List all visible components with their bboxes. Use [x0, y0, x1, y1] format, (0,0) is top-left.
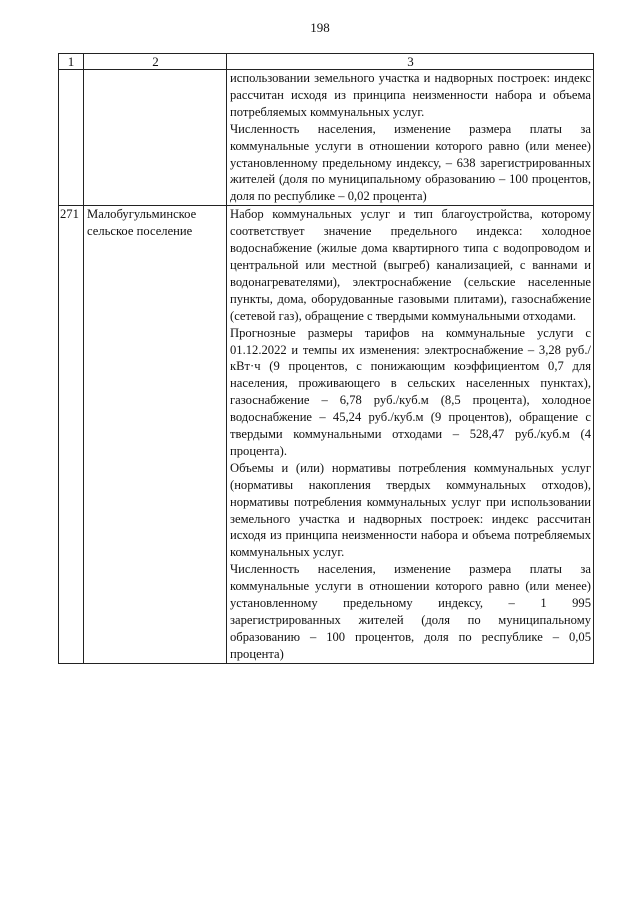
row-271-paragraph-2: Прогнозные размеры тарифов на коммунальные услуги с 01.12.2022 и темпы их изменения: электроснабжение – 3,28 руб./кВт·ч (9 процентов, с понижающим коэффициентом 0,7 для населения, проживающего в сельских населенных пунктах), газоснабжение – 6,78 руб./куб.м (8,5 процента), холодное водоснабжение – 45,24 руб./куб.м (9 процентов), обращение с твердыми коммунальными отходами – 528,47 руб./куб.м (4 процента).	[230, 325, 591, 458]
row-271-paragraph-3: Объемы и (или) нормативы потребления коммунальных услуг (нормативы накопления твердых коммунальных отходов), нормативы потребления коммунальных услуг при использовании земельного участка и надворных построек: индекс рассчитан исходя из принципа неизменности набора и объема потребляемых коммунальных услуг.	[230, 460, 591, 560]
row-cont-paragraph-2: Численность населения, изменение размера платы за коммунальные услуги в отношении которого равно (или менее) установленному предельному индексу, – 638 зарегистрированных жителей (доля по муниципальному образованию – 100 процентов, доля по республике – 0,02 процента)	[230, 121, 591, 204]
row-cont-name-cell	[84, 70, 227, 206]
row-271-num: 271	[59, 206, 84, 663]
table-row-271	[59, 206, 594, 663]
row-cont-paragraph-1: использовании земельного участка и надворных построек: индекс рассчитан исходя из принципа неизменности набора и объема потребляемых коммунальных услуг.	[230, 71, 591, 119]
page-number: 198	[310, 20, 330, 35]
row-271-paragraph-1: Набор коммунальных услуг и тип благоустройства, которому соответствует значение предельного индекса: холодное водоснабжение (жилые дома квартирного типа с водопроводом и центральной или местной (выгреб) канализацией, с ваннами и водонагревателями), электроснабжение (сельские населенные пункты, дома, оборудованные газовыми плитами), газоснабжение (сетевой газ), обращение с твердыми коммунальными отходами.	[230, 207, 591, 323]
table-header-row	[59, 54, 594, 70]
table-row-continuation	[59, 70, 594, 206]
row-271-name: Малобугульминское сельское поселение	[84, 206, 227, 663]
row-cont-text-cell	[227, 70, 594, 206]
row-271-paragraph-4: Численность населения, изменение размера платы за коммунальные услуги в отношении которого равно (или менее) установленному предельному индексу, – 1 995 зарегистрированных жителей (доля по муниципальному образованию – 100 процентов, доля по республике – 0,05 процента)	[230, 562, 591, 661]
header-col-2: 2	[84, 54, 227, 70]
header-col-3: 3	[227, 54, 594, 70]
data-table	[58, 53, 594, 664]
row-271-text-cell	[227, 206, 594, 663]
row-cont-num-cell	[59, 70, 84, 206]
header-col-1: 1	[59, 54, 84, 70]
